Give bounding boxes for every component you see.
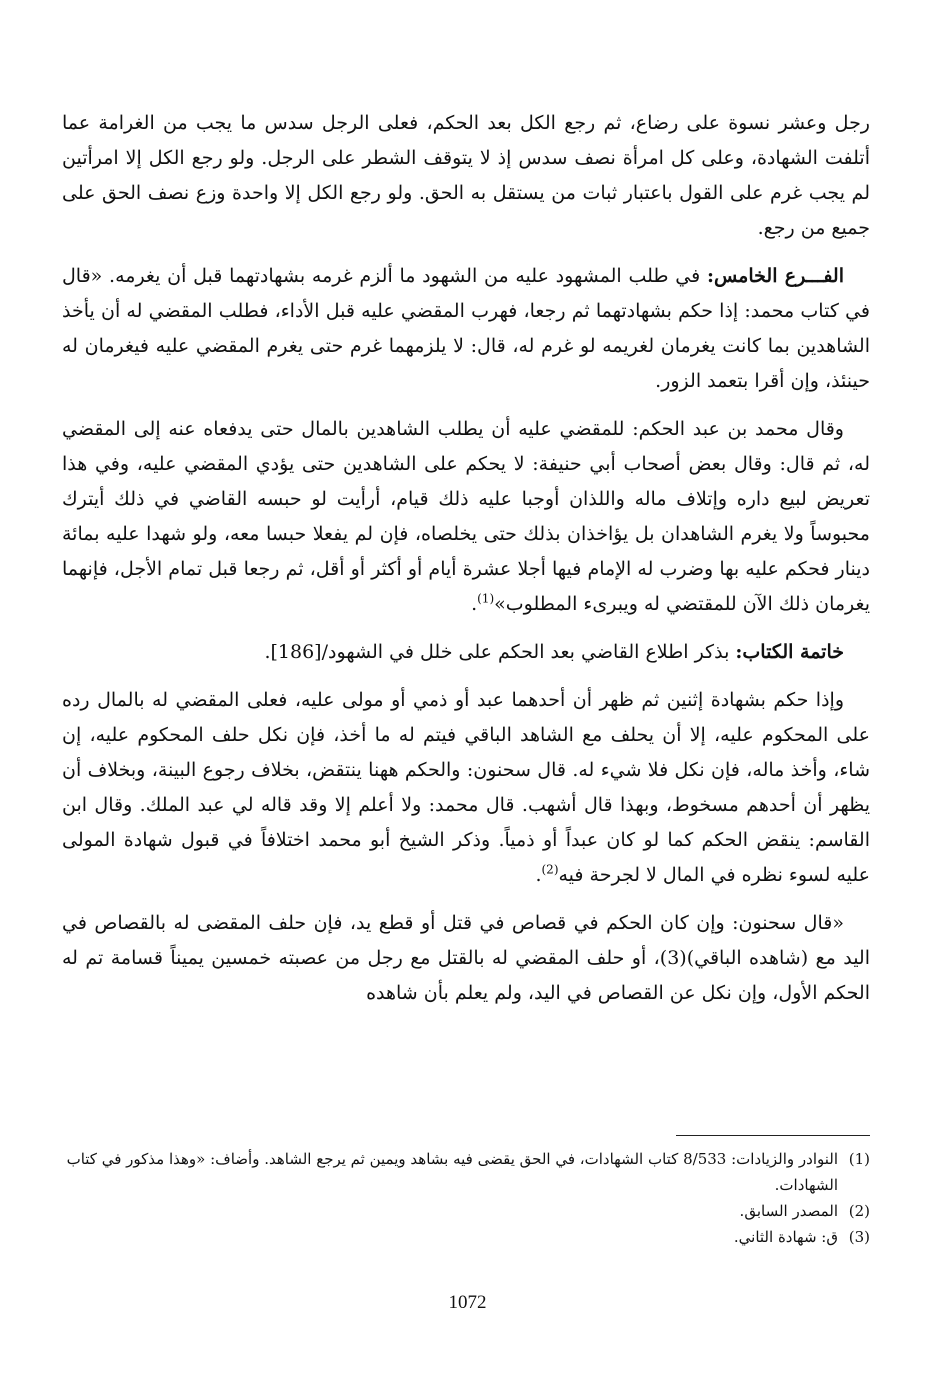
section-heading-book-conclusion: خاتمة الكتاب: <box>735 641 844 663</box>
footnote-2 <box>62 1198 870 1224</box>
paragraph-5: وإذا حكم بشهادة إثنين ثم ظهر أن أحدهما عبد أو ذمي أو مولى عليه، فعلى المقضي له بالمال رده على المحكوم عليه، إلا أن يحلف مع الشاهد الباقي فيتم له ما أخذ، فإن نكل حلف المحكوم عليه، إن شاء، وأخذ ماله، فإن نكل فلا شيء له. قال سحنون: والحكم ههنا ينتقض، بخلاف رجوع البينة، وبخلاف أن يظهر أن أحدهم مسخوط، وبهذا قال أشهب. قال محمد: ولا أعلم إلا وقد قاله لي عبد الملك. وقال ابن القاسم: ينقض الحكم كما لو كان عبداً أو ذمياً. وذكر الشيخ أبو محمد اختلافاً في قبول شهادة المولى عليه لسوء نظره في المال لا لجرحة فيه$^{(2)}$. <box>62 689 870 886</box>
paragraph-3: وقال محمد بن عبد الحكم: للمقضي عليه أن يطلب الشاهدين بالمال حتى يدفعاه عنه إلى المقضي له، ثم قال: وقال بعض أصحاب أبي حنيفة: لا يحكم على الشاهدين حتى يؤدي المقضي عليه، وفي هذا تعريض لبيع داره وإتلاف ماله واللذان أوجبا عليه ذلك قيام، أرأيت لو حبسه القاضي في ذلك أيترك محبوساً ولا يغرم الشاهدان بل يؤاخذان بذلك حتى يخلصاه، فإن لم يفعلا حبسا معه، ولو شهدا عليه بمائة دينار فحكم عليه بها وضرب له الإمام فيها أجلا عشرة أيام أو أكثر أو أقل، ثم رجعا قبل تمام الأجل، فإنهما يغرمان ذلك الآن للمقتضي له ويبرىء المطلوب»$^{(1)}$. <box>62 418 870 615</box>
paragraph-1 <box>62 106 870 246</box>
paragraph-4-text: بذكر اطلاع القاضي بعد الحكم على خلل في الشهود/[186]. <box>264 641 736 663</box>
footnote-number: (1) <box>848 1150 870 1168</box>
footnote-3 <box>62 1224 870 1250</box>
paragraph-6 <box>62 906 870 1011</box>
footnotes <box>62 1146 870 1250</box>
footnote-ref-2: (2) <box>541 862 559 877</box>
footnote-1 <box>62 1146 870 1198</box>
paragraph-5-text: وإذا حكم بشهادة إثنين ثم ظهر أن أحدهما عبد أو ذمي أو مولى عليه، فعلى المقضي له بالمال رده على المحكوم عليه، إلا أن يحلف مع الشاهد الباقي فيتم له ما أخذ، فإن نكل حلف المحكوم عليه، إن شاء، وأخذ ماله، فإن نكل فلا شيء له. قال سحنون: والحكم ههنا ينتقض، بخلاف رجوع البينة، وبخلاف أن يظهر أن أحدهم مسخوط، وبهذا قال أشهب. قال محمد: ولا أعلم إلا وقد قاله لي عبد الملك. وقال ابن القاسم: ينقض الحكم كما لو كان عبداً أو ذمياً. وذكر الشيخ أبو محمد اختلافاً في قبول شهادة المولى عليه لسوء نظره في المال لا لجرحة فيه <box>62 689 870 886</box>
footnote-ref-1: (1) <box>477 591 495 606</box>
paragraph-1-text: رجل وعشر نسوة على رضاع، ثم رجع الكل بعد الحكم، فعلى الرجل سدس ما يجب من الغرامة عما أتلفت الشهادة، وعلى كل امرأة نصف سدس إذ لا يتوقف الشطر على الرجل. ولو رجع الكل إلا امرأتين لم يجب غرم على القول باعتبار ثبات من يستقل به الحق. ولو رجع الكل إلا واحدة وزع نصف الحق على جميع من رجع. <box>62 112 870 239</box>
paragraph-3-text: وقال محمد بن عبد الحكم: للمقضي عليه أن يطلب الشاهدين بالمال حتى يدفعاه عنه إلى المقضي له، ثم قال: وقال بعض أصحاب أبي حنيفة: لا يحكم على الشاهدين حتى يؤدي المقضي عليه، وفي هذا تعريض لبيع داره وإتلاف ماله واللذان أوجبا عليه ذلك قيام، أرأيت لو حبسه القاضي في ذلك أيترك محبوساً ولا يغرم الشاهدان بل يؤاخذان بذلك حتى يخلصاه، فإن لم يفعلا حبسا معه، ولو شهدا عليه بمائة دينار فحكم عليه بها وضرب له الإمام فيها أجلا عشرة أيام أو أكثر أو أقل، ثم رجعا قبل تمام الأجل، فإنهما يغرمان ذلك الآن للمقتضي له ويبرىء المطلوب» <box>62 418 870 615</box>
paragraph-2-text: في طلب المشهود عليه من الشهود ما ألزم غرمه بشهادتهما قبل أن يغرمه. «قال في كتاب محمد: إذا حكم بشهادتهما ثم رجعا، فهرب المقضي عليه قبل الأداء، فطلب المقضي له أن يأخذ الشاهدين بما كانت يغرمان لغريمه لو غرم له، قال: لا يلزمهما غرم حتى يغرم المقضي عليه فيغرمان له حينئذ، وإن أقرا بتعمد الزور. <box>62 265 870 392</box>
footnote-text: ق: شهادة الثاني. <box>733 1228 838 1246</box>
body-text <box>62 106 870 1024</box>
footnote-number: (2) <box>848 1202 870 1220</box>
page-number: 1072 <box>448 1292 487 1313</box>
footnote-text: المصدر السابق. <box>739 1202 838 1220</box>
paragraph-6-text: «قال سحنون: وإن كان الحكم في قصاص في قتل أو قطع يد، فإن حلف المقضى له بالقصاص في اليد مع (شاهده الباقي)(3)، أو حلف المقضي له بالقتل مع رجل من عصبته خمسين يميناً قسامة تم له الحكم الأول، وإن نكل عن القصاص في اليد، ولم يعلم بأن شاهده <box>62 912 870 1004</box>
footnote-number: (3) <box>848 1228 870 1246</box>
paragraph-2 <box>62 259 870 399</box>
paragraph-4 <box>62 635 870 670</box>
footnote-text: النوادر والزيادات: 8/533 كتاب الشهادات، في الحق يقضى فيه بشاهد ويمين ثم يرجع الشاهد. وأضاف: «وهذا مذكور في كتاب الشهادات. <box>66 1150 838 1194</box>
footnote-divider <box>676 1135 870 1136</box>
section-heading-fifth-branch: الفـــرع الخامس: <box>706 265 844 287</box>
